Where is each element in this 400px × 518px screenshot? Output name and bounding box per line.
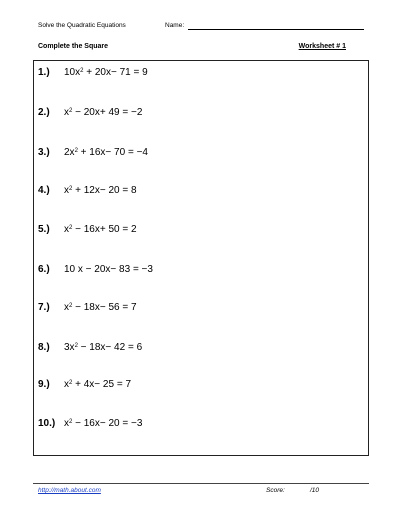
problem-1: [38, 67, 148, 78]
problem-number: 8.): [38, 342, 50, 353]
problem-number: 4.): [38, 185, 50, 196]
equation: [64, 302, 137, 313]
problem-7: [38, 302, 137, 313]
equation-lead: x: [64, 107, 69, 118]
name-label: Name:: [165, 22, 185, 29]
score-total: /10: [310, 487, 320, 494]
equation: [64, 379, 131, 390]
exponent: 2: [69, 419, 73, 425]
exponent: 2: [69, 186, 73, 192]
equation-lead: x: [64, 224, 69, 235]
exponent: 2: [69, 225, 73, 231]
equation: [64, 224, 137, 235]
equation-lead: x: [64, 185, 69, 196]
equation: [64, 342, 142, 353]
exponent: 2: [74, 343, 78, 349]
source-link[interactable]: http://math.about.com: [38, 487, 101, 494]
equation-lead: 10 x − 20x− 83 = −3: [64, 264, 153, 275]
problem-number: 1.): [38, 67, 50, 78]
problem-number: 7.): [38, 302, 50, 313]
worksheet-number: Worksheet # 1: [298, 43, 346, 50]
equation-rest: + 20x− 71 = 9: [83, 67, 148, 78]
equation-lead: 3x: [64, 342, 75, 353]
exponent: 2: [69, 380, 73, 386]
problem-8: [38, 342, 142, 353]
equation: [64, 147, 148, 158]
worksheet-header: [38, 22, 364, 36]
problem-number: 10.): [38, 418, 56, 429]
equation: [64, 418, 142, 429]
equation-rest: − 18x− 56 = 7: [72, 302, 137, 313]
exponent: 2: [74, 148, 78, 154]
equation-lead: 2x: [64, 147, 75, 158]
equation-lead: x: [64, 302, 69, 313]
section-title: Complete the Square: [38, 43, 109, 50]
equation-lead: x: [64, 379, 69, 390]
equation-rest: + 4x− 25 = 7: [72, 379, 132, 390]
problem-number: 5.): [38, 224, 50, 235]
problem-number: 3.): [38, 147, 50, 158]
equation-rest: + 16x− 70 = −4: [77, 147, 148, 158]
footer-divider: [33, 483, 369, 484]
exponent: 2: [80, 68, 84, 74]
problem-4: [38, 185, 137, 196]
name-line: [188, 29, 364, 30]
problem-10: [38, 418, 142, 429]
problem-5: [38, 224, 137, 235]
problems-box: [33, 60, 369, 456]
problem-2: [38, 107, 142, 118]
equation: [64, 67, 148, 78]
equation: [64, 107, 142, 118]
equation-rest: − 16x+ 50 = 2: [72, 224, 137, 235]
equation-rest: − 18x− 42 = 6: [77, 342, 143, 353]
problem-6: [38, 264, 153, 275]
exponent: 2: [69, 303, 73, 309]
subheader: [38, 43, 364, 55]
equation-rest: − 16x− 20 = −3: [72, 418, 143, 429]
problem-number: 6.): [38, 264, 50, 275]
problem-number: 9.): [38, 379, 50, 390]
equation-rest: + 12x− 20 = 8: [72, 185, 137, 196]
equation: [64, 264, 153, 275]
equation: [64, 185, 137, 196]
worksheet-title: Solve the Quadratic Equations: [38, 22, 126, 29]
score-label: Score:: [266, 487, 285, 494]
problem-number: 2.): [38, 107, 50, 118]
problem-3: [38, 147, 148, 158]
problem-9: [38, 379, 131, 390]
exponent: 2: [69, 108, 73, 114]
equation-lead: 10x: [64, 67, 81, 78]
equation-rest: − 20x+ 49 = −2: [72, 107, 143, 118]
equation-lead: x: [64, 418, 69, 429]
